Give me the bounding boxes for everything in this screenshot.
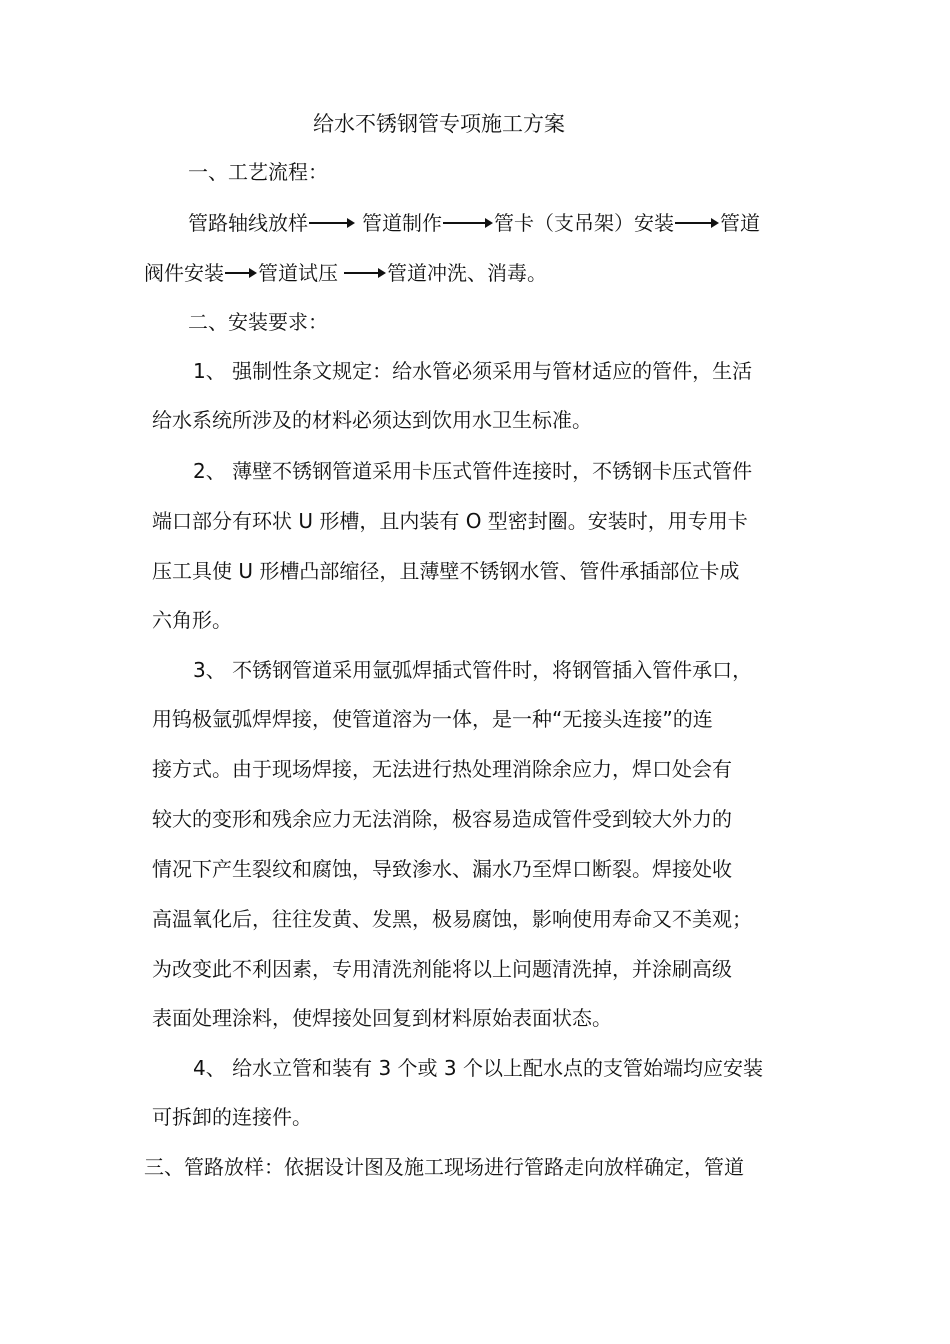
flow-step-4-part1: 管道 — [720, 210, 760, 235]
section-heading-layout: 三、管路放样：依据设计图及施工现场进行管路走向放样确定，管道 — [144, 1155, 744, 1179]
process-flow-line-2 — [144, 257, 547, 285]
flow-step-3: 管卡（支吊架）安装 — [494, 210, 674, 235]
paragraph-line: 1、 强制性条文规定：给水管必须采用与管材适应的管件，生活 — [193, 359, 753, 383]
paragraph-line: 3、 不锈钢管道采用氩弧焊插式管件时，将钢管插入管件承口， — [193, 658, 753, 682]
paragraph-line: 较大的变形和残余应力无法消除，极容易造成管件受到较大外力的 — [152, 807, 732, 831]
flow-arrow-icon — [443, 218, 493, 228]
process-flow-line-1 — [188, 207, 760, 235]
paragraph-line: 为改变此不利因素，专用清洗剂能将以上问题清洗掉，并涂刷高级 — [152, 957, 732, 981]
paragraph-line: 给水系统所涉及的材料必须达到饮用水卫生标准。 — [152, 408, 592, 432]
paragraph-line: 2、 薄壁不锈钢管道采用卡压式管件连接时，不锈钢卡压式管件 — [193, 459, 753, 483]
section-heading-install: 二、安装要求： — [188, 310, 328, 334]
flow-step-1: 管路轴线放样 — [188, 210, 308, 235]
flow-arrow-icon — [225, 268, 257, 278]
paragraph-line: 六角形。 — [152, 608, 232, 632]
flow-step-4-part2: 阀件安装 — [144, 260, 224, 285]
paragraph-line: 4、 给水立管和装有 3 个或 3 个以上配水点的支管始端均应安装 — [193, 1056, 763, 1080]
paragraph-line: 用钨极氩弧焊焊接，使管道溶为一体，是一种“无接头连接”的连 — [152, 707, 713, 731]
paragraph-line: 接方式。由于现场焊接，无法进行热处理消除余应力，焊口处会有 — [152, 757, 732, 781]
paragraph-line: 可拆卸的连接件。 — [152, 1105, 312, 1129]
flow-arrow-icon — [675, 218, 719, 228]
paragraph-line: 高温氧化后，往往发黄、发黑，极易腐蚀，影响使用寿命又不美观； — [152, 907, 752, 931]
flow-step-6: 管道冲洗、消毒。 — [387, 260, 547, 285]
flow-arrow-icon — [344, 268, 386, 278]
section-heading-process: 一、工艺流程： — [188, 160, 328, 184]
flow-step-2: 管道制作 — [362, 210, 442, 235]
paragraph-line: 情况下产生裂纹和腐蚀，导致渗水、漏水乃至焊口断裂。焊接处收 — [152, 857, 732, 881]
paragraph-line: 表面处理涂料，使焊接处回复到材料原始表面状态。 — [152, 1006, 612, 1030]
paragraph-line: 压工具使 U 形槽凸部缩径，且薄壁不锈钢水管、管件承插部位卡成 — [152, 559, 740, 583]
paragraph-line: 端口部分有环状 U 形槽，且内装有 O 型密封圈。安装时，用专用卡 — [152, 509, 748, 533]
document-title: 给水不锈钢管专项施工方案 — [313, 112, 565, 136]
flow-step-5: 管道试压 — [258, 260, 338, 285]
flow-arrow-icon — [309, 218, 355, 228]
